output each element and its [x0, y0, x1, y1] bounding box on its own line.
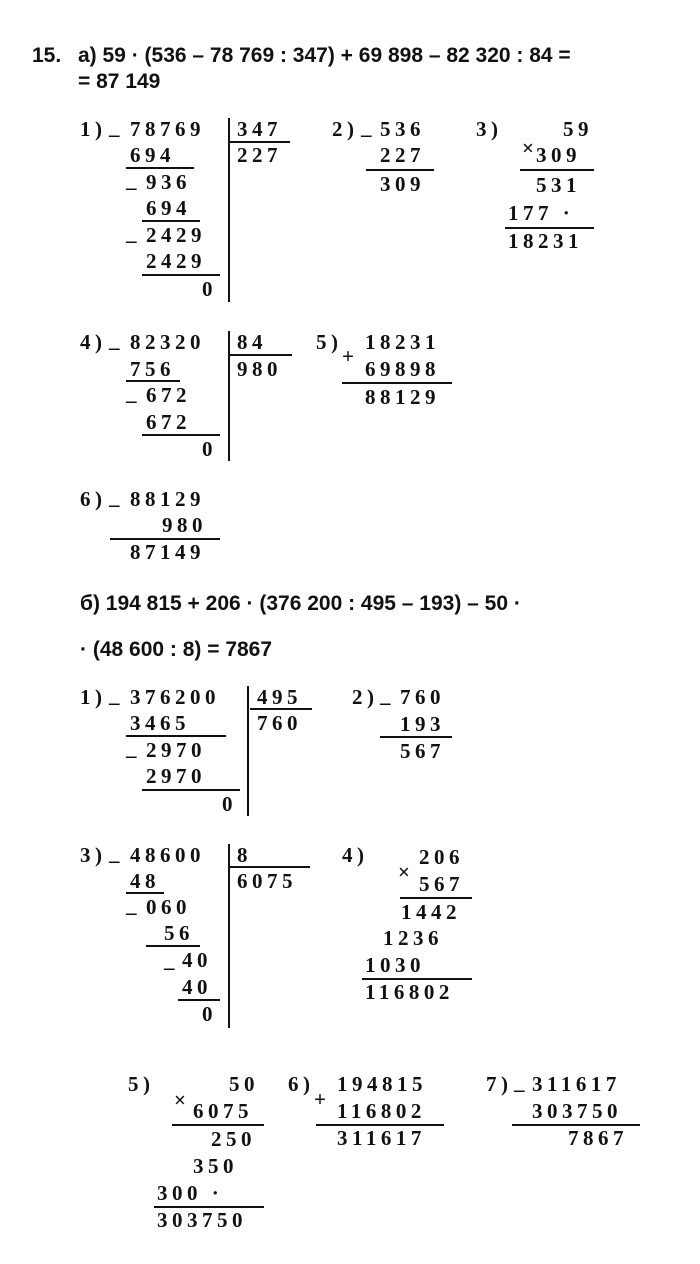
- row-rule: [142, 789, 240, 791]
- row-rule: [146, 945, 200, 947]
- row-rule: [142, 434, 220, 436]
- row-rule: [126, 892, 164, 894]
- multiplicand: 59: [563, 117, 593, 141]
- part-a-answer: = 87 149: [78, 70, 161, 93]
- minuend: 311617: [532, 1072, 621, 1096]
- minus-sign: –: [126, 175, 141, 199]
- addend: 116802: [337, 1099, 426, 1123]
- step-label: 3): [80, 843, 107, 867]
- partial-product: 1236: [383, 926, 443, 950]
- step-label: 6): [288, 1072, 315, 1096]
- part-b-expression: б) 194 815 + 206 · (376 200 : 495 – 193) – 50 ·: [80, 592, 521, 615]
- division-bar: [228, 844, 230, 1028]
- times-sign: ×: [398, 860, 415, 884]
- dividend: 78769: [130, 117, 205, 141]
- difference: 567: [400, 739, 445, 763]
- subtrahend: 980: [162, 513, 207, 537]
- plus-sign: +: [342, 344, 359, 368]
- subtrahend-row: 672: [146, 410, 191, 434]
- minus-sign: –: [109, 690, 124, 714]
- result-rule: [342, 382, 452, 384]
- subtrahend-row: 756: [130, 357, 175, 381]
- partial-product: 250: [211, 1127, 256, 1151]
- row-rule: [126, 380, 180, 382]
- times-sign: ×: [174, 1088, 191, 1112]
- row-rule: [142, 220, 200, 222]
- subtrahend-row: 56: [164, 921, 194, 945]
- partial-product: 1030: [365, 953, 425, 977]
- minus-sign: –: [164, 955, 179, 979]
- partial-product: 300 ·: [157, 1181, 224, 1205]
- subtrahend: 227: [380, 143, 425, 167]
- minus-sign: –: [126, 900, 141, 924]
- step-label: 5): [128, 1072, 155, 1096]
- subtrahend-row: 2970: [146, 764, 206, 788]
- product: 18231: [508, 229, 583, 253]
- row-rule: [178, 999, 220, 1001]
- sum: 311617: [337, 1126, 426, 1150]
- difference: 87149: [130, 540, 205, 564]
- row-rule: [126, 167, 194, 169]
- final-remainder: 0: [202, 277, 217, 301]
- step-label: 4): [342, 843, 369, 867]
- subtrahend-row: 694: [146, 196, 191, 220]
- remainder-row: 936: [146, 170, 191, 194]
- problem-number: 15.: [32, 44, 62, 67]
- part-b-expression-continued: · (48 600 : 8) = 7867: [80, 638, 273, 661]
- row-rule: [142, 274, 220, 276]
- divisor-rule: [250, 708, 312, 710]
- division-bar: [228, 331, 230, 461]
- subtrahend-row: 694: [130, 143, 175, 167]
- quotient: 227: [237, 143, 282, 167]
- step-label: 6): [80, 487, 107, 511]
- divisor: 347: [237, 117, 282, 141]
- quotient: 980: [237, 357, 282, 381]
- minus-sign: –: [126, 388, 141, 412]
- partial-product: 350: [193, 1154, 238, 1178]
- minus-sign: –: [126, 743, 141, 767]
- divisor-rule: [230, 354, 292, 356]
- step-label: 5): [316, 330, 343, 354]
- addend: 194815: [337, 1072, 427, 1096]
- divisor-rule: [230, 866, 310, 868]
- result-rule: [366, 169, 434, 171]
- minus-sign: –: [109, 492, 124, 516]
- quotient: 6075: [237, 869, 297, 893]
- step-label: 7): [486, 1072, 513, 1096]
- subtrahend-row: 2429: [146, 249, 206, 273]
- minus-sign: –: [514, 1077, 529, 1101]
- divisor: 84: [237, 330, 267, 354]
- minus-sign: –: [109, 335, 124, 359]
- addend: 18231: [365, 330, 440, 354]
- remainder-row: 2429: [146, 223, 206, 247]
- step-label: 3): [476, 117, 503, 141]
- remainder-row: 060: [146, 895, 191, 919]
- multiplier: 309: [536, 143, 581, 167]
- partial-product: 531: [536, 173, 581, 197]
- sum: 88129: [365, 385, 440, 409]
- step-label: 2): [332, 117, 359, 141]
- difference: 309: [380, 172, 425, 196]
- step-label: 2): [352, 685, 379, 709]
- dividend: 376200: [130, 685, 220, 709]
- addend: 69898: [365, 357, 440, 381]
- dividend: 48600: [130, 843, 205, 867]
- subtrahend: 193: [400, 712, 445, 736]
- difference: 7867: [568, 1126, 628, 1150]
- step-label: 1): [80, 685, 107, 709]
- partial-product: 1442: [401, 900, 461, 924]
- row-rule: [172, 1124, 264, 1126]
- minus-sign: –: [380, 690, 395, 714]
- part-a-expression: а) 59 · (536 – 78 769 : 347) + 69 898 – 82 320 : 84 =: [78, 44, 571, 67]
- subtrahend: 303750: [532, 1099, 622, 1123]
- dividend: 82320: [130, 330, 205, 354]
- final-remainder: 0: [202, 1002, 217, 1026]
- minus-sign: –: [109, 122, 124, 146]
- plus-sign: +: [314, 1087, 331, 1111]
- minuend: 760: [400, 685, 445, 709]
- minus-sign: –: [109, 848, 124, 872]
- remainder-row: 672: [146, 383, 191, 407]
- minus-sign: –: [126, 228, 141, 252]
- remainder-row: 2970: [146, 738, 206, 762]
- multiplier: 6075: [193, 1099, 253, 1123]
- subtrahend-row: 48: [130, 869, 160, 893]
- step-label: 1): [80, 117, 107, 141]
- multiplicand: 206: [419, 845, 464, 869]
- remainder-row: 40: [182, 948, 212, 972]
- divisor: 8: [237, 843, 252, 867]
- final-remainder: 0: [202, 437, 217, 461]
- product: 303750: [157, 1208, 247, 1232]
- row-rule: [126, 735, 226, 737]
- minuend: 88129: [130, 487, 205, 511]
- times-sign: ×: [522, 136, 539, 160]
- step-label: 4): [80, 330, 107, 354]
- division-bar: [247, 686, 249, 816]
- minuend: 536: [380, 117, 425, 141]
- subtrahend-row: 3465: [130, 711, 190, 735]
- divisor: 495: [257, 685, 302, 709]
- quotient: 760: [257, 711, 302, 735]
- row-rule: [400, 897, 472, 899]
- product: 116802: [365, 980, 454, 1004]
- minus-sign: –: [361, 122, 376, 146]
- final-remainder: 0: [222, 792, 237, 816]
- row-rule: [520, 169, 594, 171]
- division-bar: [228, 118, 230, 302]
- subtrahend-row: 40: [182, 975, 212, 999]
- multiplier: 567: [419, 872, 464, 896]
- result-rule: [380, 736, 452, 738]
- partial-product: 177 ·: [508, 201, 575, 225]
- multiplicand: 50: [229, 1072, 259, 1096]
